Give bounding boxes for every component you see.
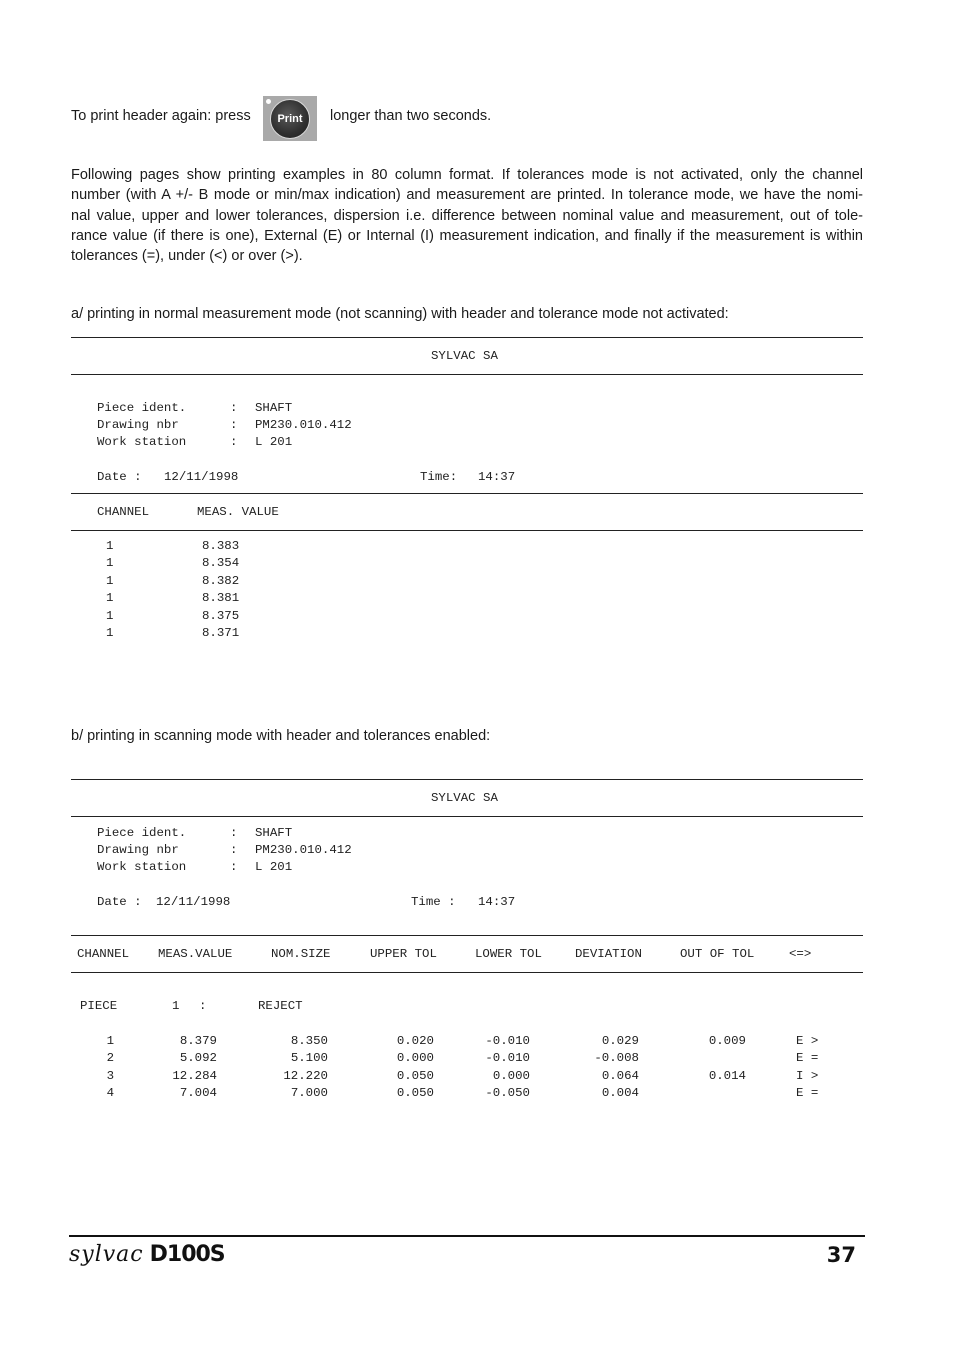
colon: : [230,418,238,432]
channel-cell: 1 [106,609,114,623]
date-label: Date : [97,470,142,484]
paragraph-line: Following pages show printing examples in 80 column format. If tolerances mode is not activated, only the channel [71,167,863,183]
comparison-cell: I > [796,1069,819,1083]
divider [71,530,863,531]
date-value: 12/11/1998 [156,895,231,909]
lower-tol-cell: 0.000 [492,1069,530,1083]
nom-size-cell: 8.350 [290,1034,328,1048]
divider [71,374,863,375]
deviation-cell: 0.029 [601,1034,639,1048]
channel-cell: 1 [106,591,114,605]
channel-cell: 1 [106,539,114,553]
paragraph-line: nal value, upper and lower tolerances, dispersion i.e. difference between nominal value and measurement, out of tole- [71,207,863,224]
channel-cell: 4 [106,1086,114,1100]
piece-status: REJECT [258,999,303,1013]
colon: : [230,826,238,840]
work-station-value: L 201 [255,860,293,874]
channel-cell: 3 [106,1069,114,1083]
nom-size-cell: 12.220 [283,1069,328,1083]
comparison-cell: E = [796,1051,819,1065]
meas-value-cell: 12.284 [172,1069,217,1083]
piece-separator: : [199,999,207,1013]
column-header-deviation: DEVIATION [575,947,642,961]
column-header-meas-value: MEAS.VALUE [158,947,233,961]
meas-value-cell: 8.375 [202,609,240,623]
column-header-lower-tol: LOWER TOL [475,947,542,961]
work-station-label: Work station [97,435,187,449]
channel-cell: 2 [106,1051,114,1065]
meas-value-cell: 5.092 [179,1051,217,1065]
piece-ident-value: SHAFT [255,826,293,840]
page-number: 37 [826,1243,856,1267]
column-header-meas-value: MEAS. VALUE [197,505,279,519]
divider [71,935,863,936]
deviation-cell: 0.004 [601,1086,639,1100]
time-value: 14:37 [478,470,516,484]
company-name: SYLVAC SA [431,349,498,363]
colon: : [230,435,238,449]
channel-cell: 1 [106,556,114,570]
column-header-upper-tol: UPPER TOL [370,947,437,961]
divider [71,816,863,817]
deviation-cell: -0.008 [594,1051,639,1065]
meas-value-cell: 8.383 [202,539,240,553]
column-header-comparison: <=> [789,947,812,961]
nom-size-cell: 7.000 [290,1086,328,1100]
work-station-value: L 201 [255,435,293,449]
time-value: 14:37 [478,895,516,909]
column-header-nom-size: NOM.SIZE [271,947,331,961]
upper-tol-cell: 0.050 [396,1069,434,1083]
piece-ident-label: Piece ident. [97,401,187,415]
meas-value-cell: 8.379 [179,1034,217,1048]
brand-logo [69,1241,225,1267]
paragraph-line: number (with A +/- B mode or min/max indication) and measurement are printed. In tolerance mode, we have the nomi- [71,187,863,204]
out-of-tol-cell: 0.014 [708,1069,746,1083]
paragraph-line: tolerances (=), under (<) or over (>). [71,248,303,265]
meas-value-cell: 8.381 [202,591,240,605]
intro-before: To print header again: press [71,108,251,124]
piece-ident-value: SHAFT [255,401,293,415]
upper-tol-cell: 0.000 [396,1051,434,1065]
comparison-cell: E > [796,1034,819,1048]
drawing-nbr-label: Drawing nbr [97,843,179,857]
channel-cell: 1 [106,626,114,640]
meas-value-cell: 8.382 [202,574,240,588]
drawing-nbr-label: Drawing nbr [97,418,179,432]
colon: : [230,860,238,874]
meas-value-cell: 8.371 [202,626,240,640]
print-button-image [263,96,317,141]
work-station-label: Work station [97,860,187,874]
nom-size-cell: 5.100 [290,1051,328,1065]
column-header-channel: CHANNEL [97,505,150,519]
colon: : [230,843,238,857]
divider [71,972,863,973]
column-header-out-of-tol: OUT OF TOL [680,947,755,961]
date-label: Date : [97,895,142,909]
lower-tol-cell: -0.050 [485,1086,530,1100]
comparison-cell: E = [796,1086,819,1100]
brand-model: D100S [149,1242,225,1267]
footer-rule [69,1235,865,1237]
upper-tol-cell: 0.020 [396,1034,434,1048]
print-button-label: Print [270,99,310,139]
company-name: SYLVAC SA [431,791,498,805]
colon: : [230,401,238,415]
lower-tol-cell: -0.010 [485,1051,530,1065]
channel-cell: 1 [106,1034,114,1048]
date-value: 12/11/1998 [164,470,239,484]
time-label: Time : [411,895,456,909]
piece-number: 1 [172,999,180,1013]
divider [71,337,863,338]
time-label: Time: [420,470,458,484]
intro-after: longer than two seconds. [330,108,492,124]
piece-ident-label: Piece ident. [97,826,187,840]
column-header-channel: CHANNEL [77,947,130,961]
section-a-heading: a/ printing in normal measurement mode (not scanning) with header and tolerance mode not activated: [71,306,729,322]
meas-value-cell: 7.004 [179,1086,217,1100]
paragraph-line: rance value (if there is one), External (E) or Internal (I) measurement indication, and finally if the measurement is within [71,227,863,244]
divider [71,779,863,780]
section-b-heading: b/ printing in scanning mode with header and tolerances enabled: [71,728,491,744]
indicator-dot-icon [266,99,271,104]
meas-value-cell: 8.354 [202,556,240,570]
drawing-nbr-value: PM230.010.412 [255,843,352,857]
channel-cell: 1 [106,574,114,588]
upper-tol-cell: 0.050 [396,1086,434,1100]
drawing-nbr-value: PM230.010.412 [255,418,352,432]
brand-name: sylvac [69,1242,144,1267]
deviation-cell: 0.064 [601,1069,639,1083]
out-of-tol-cell: 0.009 [708,1034,746,1048]
divider [71,493,863,494]
lower-tol-cell: -0.010 [485,1034,530,1048]
description-paragraph [71,165,863,266]
piece-label: PIECE [80,999,118,1013]
